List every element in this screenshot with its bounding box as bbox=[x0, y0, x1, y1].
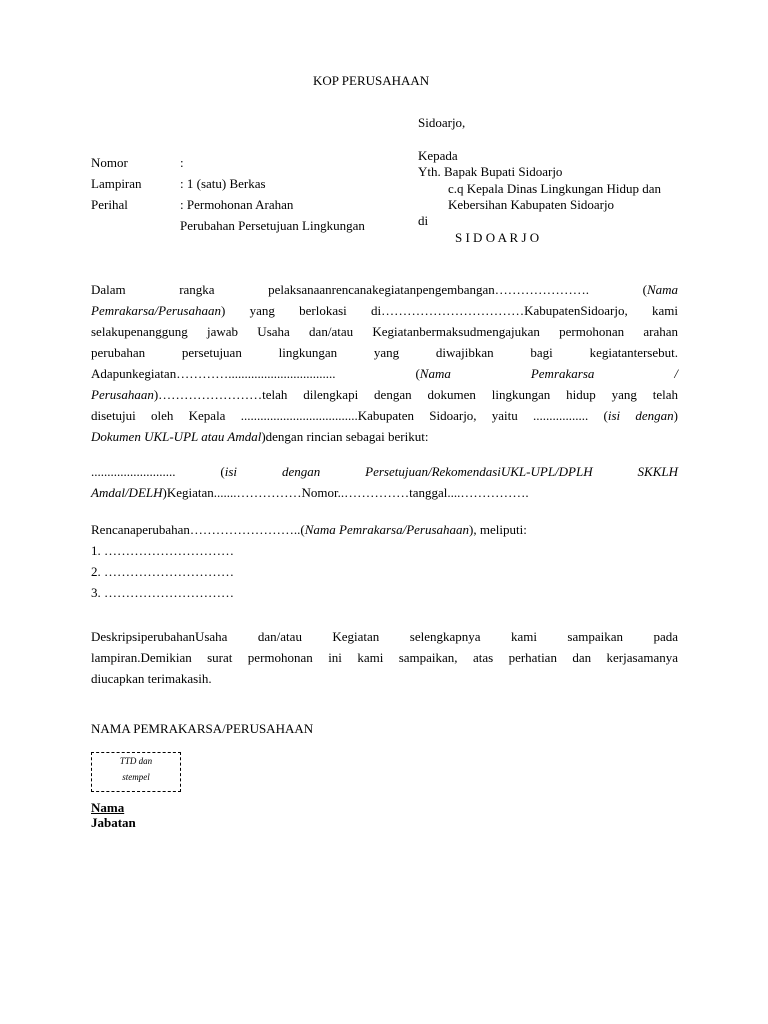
list-item: 2. ………………………… bbox=[91, 564, 234, 579]
signer-position: Jabatan bbox=[91, 815, 136, 830]
perihal-value-line2: Perubahan Persetujuan Lingkungan bbox=[180, 218, 365, 233]
details-line-1: .......................... (isi dengan Persetujuan/RekomendasiUKL-UPL/DPLH SKKLH bbox=[91, 464, 678, 479]
list-item: 1. ………………………… bbox=[91, 543, 234, 558]
stamp-label-line1: TTD dan bbox=[119, 756, 153, 766]
recipient-city: S I D O A R J O bbox=[455, 230, 540, 245]
recipient-yth: Yth. Bapak Bupati Sidoarjo bbox=[418, 164, 563, 179]
intro-line-6: Perusahaan)……………………telah dilengkapi dengan dokumen lingkungan hidup yang telah bbox=[91, 387, 678, 402]
list-item: 3. ………………………… bbox=[91, 585, 234, 600]
intro-line-1: Dalam rangka pelaksanaanrencanakegiatanpengembangan…………………. (Nama bbox=[91, 282, 678, 297]
intro-line-7: disetujui oleh Kepala ....................................Kabupaten Sidoarjo, yaitu ................. (isi dengan) bbox=[91, 408, 678, 423]
stamp-label-line2: stempel bbox=[122, 772, 150, 782]
intro-line-5: Adapunkegiatan…………................................. (Nama Pemrakarsa / bbox=[91, 366, 678, 381]
details-line-2: Amdal/DELH)Kegiatan.......……………Nomor..……………tanggal....……………. bbox=[91, 485, 529, 500]
nomor-label: Nomor bbox=[91, 155, 128, 170]
recipient-di: di bbox=[418, 213, 429, 228]
place-date: Sidoarjo, bbox=[418, 115, 466, 130]
intro-line-3: selakupenanggung jawab Usaha dan/atau Kegiatanbermaksudmengajukan permohonan arahan bbox=[91, 324, 678, 339]
closing-line-3: diucapkan terimakasih. bbox=[91, 671, 212, 686]
signer-name: Nama bbox=[91, 800, 125, 815]
closing-line-2: lampiran.Demikian surat permohonan ini kami sampaikan, atas perhatian dan kerjasamanya bbox=[91, 650, 678, 665]
letterhead-title: KOP PERUSAHAAN bbox=[313, 73, 430, 88]
closing-line-1: DeskripsiperubahanUsaha dan/atau Kegiatan selengkapnya kami sampaikan pada bbox=[91, 629, 678, 644]
recipient-kepada: Kepada bbox=[418, 148, 458, 163]
change-plan-heading: Rencanaperubahan……………………..(Nama Pemrakarsa/Perusahaan), meliputi: bbox=[91, 522, 527, 537]
perihal-value-line1: : Permohonan Arahan bbox=[180, 197, 294, 212]
recipient-cq-line1: c.q Kepala Dinas Lingkungan Hidup dan bbox=[448, 181, 662, 196]
paragraph-document-details bbox=[91, 461, 678, 503]
signature-stamp-box bbox=[91, 752, 181, 792]
paragraph-closing bbox=[91, 626, 678, 689]
intro-line-4: perubahan persetujuan lingkungan yang diwajibkan bagi kegiatantersebut. bbox=[91, 345, 678, 360]
perihal-label: Perihal bbox=[91, 197, 128, 212]
intro-line-8: Dokumen UKL-UPL atau Amdal)dengan rincian sebagai berikut: bbox=[91, 429, 429, 444]
recipient-cq-line2: Kebersihan Kabupaten Sidoarjo bbox=[448, 197, 615, 212]
lampiran-label: Lampiran bbox=[91, 176, 142, 191]
nomor-value: : bbox=[180, 155, 184, 170]
signature-org-name: NAMA PEMRAKARSA/PERUSAHAAN bbox=[91, 721, 314, 736]
paragraph-intro bbox=[91, 279, 678, 447]
lampiran-value: : 1 (satu) Berkas bbox=[180, 176, 266, 191]
intro-line-2: Pemrakarsa/Perusahaan) yang berlokasi di……………………………KabupatenSidoarjo, kami bbox=[91, 303, 678, 318]
